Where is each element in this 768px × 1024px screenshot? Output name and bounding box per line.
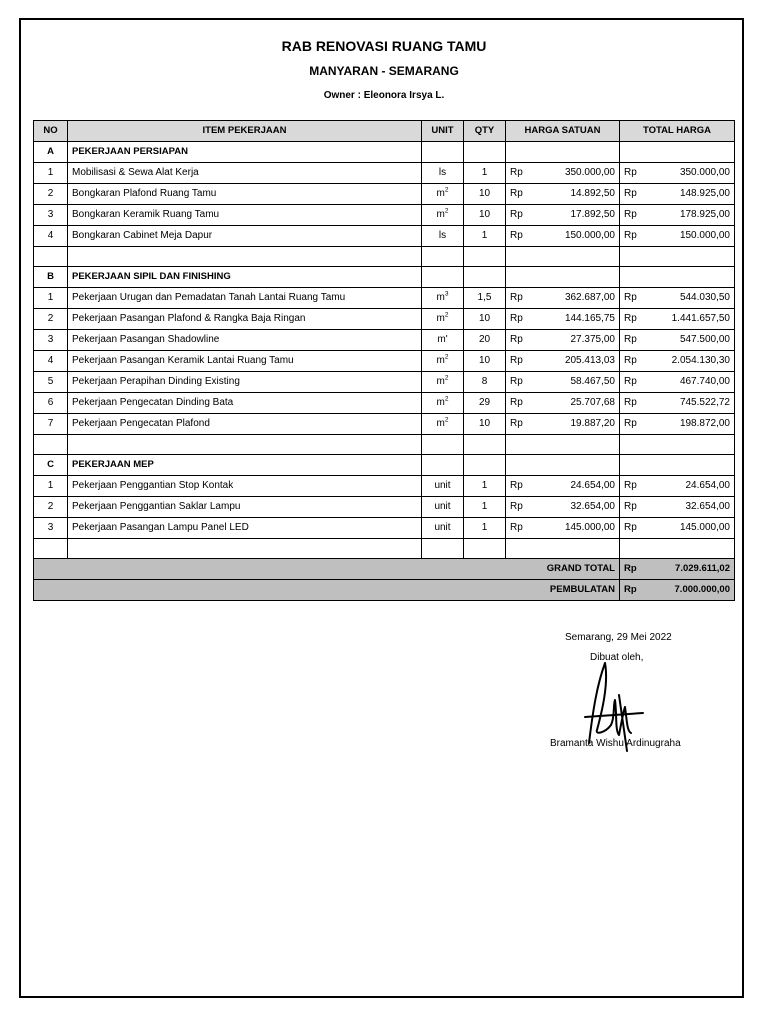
unit-text: m' [437, 334, 448, 345]
total-price: 32.654,00 [645, 497, 735, 518]
unit-price: 58.467,50 [531, 372, 620, 393]
section-name: PEKERJAAN PERSIAPAN [68, 142, 422, 163]
unit-exponent: 2 [444, 207, 449, 215]
empty-cell [620, 267, 645, 288]
item-name: Pekerjaan Pasangan Lampu Panel LED [68, 518, 422, 539]
total-price: 745.522,72 [645, 393, 735, 414]
signer-name: Bramanta Wishu Ardinugraha [550, 738, 681, 749]
row-number: 3 [34, 518, 68, 539]
table-row [34, 351, 735, 372]
unit-text: m [436, 376, 445, 387]
currency-label: Rp [620, 372, 645, 393]
grand-total-row [34, 559, 735, 580]
empty-row [34, 539, 735, 559]
unit-exponent: 2 [444, 374, 449, 382]
empty-cell [464, 142, 506, 163]
unit-exponent: 2 [444, 395, 449, 403]
empty-cell [620, 142, 645, 163]
unit-price: 24.654,00 [531, 476, 620, 497]
item-unit [422, 414, 464, 435]
currency-label: Rp [506, 372, 531, 393]
section-row [34, 267, 735, 288]
item-name: Bongkaran Cabinet Meja Dapur [68, 226, 422, 247]
row-number: 3 [34, 330, 68, 351]
item-qty: 1 [464, 476, 506, 497]
table-row [34, 330, 735, 351]
row-number: 4 [34, 226, 68, 247]
item-unit [422, 205, 464, 226]
total-price: 1.441.657,50 [645, 309, 735, 330]
row-number: 7 [34, 414, 68, 435]
item-qty: 20 [464, 330, 506, 351]
empty-cell [620, 539, 645, 559]
table-row [34, 226, 735, 247]
table-row [34, 309, 735, 330]
empty-cell [464, 539, 506, 559]
empty-cell [68, 539, 422, 559]
currency-label: Rp [506, 330, 531, 351]
unit-price: 205.413,03 [531, 351, 620, 372]
currency-label: Rp [506, 351, 531, 372]
empty-cell [68, 247, 422, 267]
empty-cell [531, 267, 620, 288]
table-row [34, 476, 735, 497]
total-price: 544.030,50 [645, 288, 735, 309]
empty-cell [620, 247, 645, 267]
item-unit [422, 393, 464, 414]
total-price: 350.000,00 [645, 163, 735, 184]
empty-cell [645, 142, 735, 163]
empty-cell [506, 267, 531, 288]
empty-cell [34, 539, 68, 559]
column-header-price: HARGA SATUAN [506, 121, 620, 142]
unit-price: 27.375,00 [531, 330, 620, 351]
unit-text: unit [434, 501, 451, 512]
empty-cell [34, 247, 68, 267]
item-name: Pekerjaan Pengecatan Dinding Bata [68, 393, 422, 414]
row-number: 5 [34, 372, 68, 393]
unit-price: 144.165,75 [531, 309, 620, 330]
item-name: Pekerjaan Pasangan Plafond & Rangka Baja Ringan [68, 309, 422, 330]
currency-label: Rp [620, 288, 645, 309]
currency-label: Rp [506, 226, 531, 247]
empty-cell [531, 435, 620, 455]
empty-cell [531, 455, 620, 476]
item-unit [422, 288, 464, 309]
currency-label: Rp [620, 497, 645, 518]
total-price: 467.740,00 [645, 372, 735, 393]
signature-date: Semarang, 29 Mei 2022 [565, 632, 672, 643]
unit-text: m [436, 355, 445, 366]
currency-label: Rp [620, 559, 645, 580]
item-unit [422, 518, 464, 539]
empty-cell [464, 455, 506, 476]
item-qty: 10 [464, 205, 506, 226]
unit-text: m [436, 397, 445, 408]
currency-label: Rp [620, 184, 645, 205]
empty-cell [645, 267, 735, 288]
table-row [34, 372, 735, 393]
currency-label: Rp [620, 414, 645, 435]
column-header-total: TOTAL HARGA [620, 121, 735, 142]
row-number: 2 [34, 309, 68, 330]
empty-cell [68, 435, 422, 455]
item-qty: 1 [464, 226, 506, 247]
unit-price: 362.687,00 [531, 288, 620, 309]
currency-label: Rp [506, 518, 531, 539]
item-name: Pekerjaan Perapihan Dinding Existing [68, 372, 422, 393]
total-price: 145.000,00 [645, 518, 735, 539]
table-row [34, 518, 735, 539]
currency-label: Rp [620, 476, 645, 497]
grand-total-label: GRAND TOTAL [34, 559, 620, 580]
empty-cell [422, 435, 464, 455]
row-number: 6 [34, 393, 68, 414]
unit-text: m [436, 209, 445, 220]
empty-cell [464, 267, 506, 288]
unit-text: ls [438, 167, 447, 178]
empty-cell [506, 142, 531, 163]
empty-cell [422, 142, 464, 163]
empty-cell [464, 435, 506, 455]
total-price: 2.054.130,30 [645, 351, 735, 372]
currency-label: Rp [620, 351, 645, 372]
total-price: 148.925,00 [645, 184, 735, 205]
signature-made-by: Dibuat oleh, [590, 652, 644, 663]
empty-cell [422, 455, 464, 476]
item-name: Bongkaran Plafond Ruang Tamu [68, 184, 422, 205]
total-price: 198.872,00 [645, 414, 735, 435]
unit-text: m [436, 418, 445, 429]
empty-cell [506, 435, 531, 455]
row-number: 2 [34, 497, 68, 518]
unit-text: unit [434, 522, 451, 533]
table-row [34, 414, 735, 435]
total-price: 150.000,00 [645, 226, 735, 247]
table-row [34, 288, 735, 309]
item-qty: 1,5 [464, 288, 506, 309]
currency-label: Rp [506, 205, 531, 226]
empty-cell [506, 539, 531, 559]
currency-label: Rp [506, 393, 531, 414]
currency-label: Rp [506, 163, 531, 184]
currency-label: Rp [506, 309, 531, 330]
item-unit [422, 372, 464, 393]
item-qty: 10 [464, 184, 506, 205]
item-qty: 10 [464, 309, 506, 330]
grand-total-value: 7.029.611,02 [645, 559, 735, 580]
item-qty: 1 [464, 497, 506, 518]
empty-cell [531, 539, 620, 559]
table-row [34, 184, 735, 205]
unit-exponent: 2 [444, 353, 449, 361]
section-code: B [34, 267, 68, 288]
unit-price: 32.654,00 [531, 497, 620, 518]
currency-label: Rp [620, 226, 645, 247]
row-number: 2 [34, 184, 68, 205]
empty-row [34, 247, 735, 267]
document-title: RAB RENOVASI RUANG TAMU [281, 38, 487, 54]
unit-price: 25.707,68 [531, 393, 620, 414]
item-unit [422, 163, 464, 184]
item-unit [422, 476, 464, 497]
unit-text: m [436, 292, 445, 303]
rounded-total-row [34, 580, 735, 601]
table-row [34, 497, 735, 518]
item-name: Pekerjaan Penggantian Stop Kontak [68, 476, 422, 497]
item-name: Pekerjaan Penggantian Saklar Lampu [68, 497, 422, 518]
unit-price: 145.000,00 [531, 518, 620, 539]
currency-label: Rp [620, 393, 645, 414]
item-name: Pekerjaan Pasangan Shadowline [68, 330, 422, 351]
total-price: 178.925,00 [645, 205, 735, 226]
column-header-no: NO [34, 121, 68, 142]
empty-cell [645, 455, 735, 476]
unit-price: 350.000,00 [531, 163, 620, 184]
empty-cell [620, 435, 645, 455]
column-header-item: ITEM PEKERJAAN [68, 121, 422, 142]
unit-exponent: 2 [444, 186, 449, 194]
item-unit [422, 184, 464, 205]
empty-cell [422, 267, 464, 288]
item-name: Bongkaran Keramik Ruang Tamu [68, 205, 422, 226]
rounded-total-value: 7.000.000,00 [645, 580, 735, 601]
currency-label: Rp [506, 414, 531, 435]
empty-cell [645, 435, 735, 455]
item-qty: 8 [464, 372, 506, 393]
currency-label: Rp [506, 476, 531, 497]
row-number: 1 [34, 476, 68, 497]
section-code: A [34, 142, 68, 163]
empty-cell [506, 455, 531, 476]
empty-cell [620, 455, 645, 476]
unit-text: m [436, 313, 445, 324]
empty-cell [422, 247, 464, 267]
empty-cell [34, 435, 68, 455]
row-number: 4 [34, 351, 68, 372]
row-number: 3 [34, 205, 68, 226]
unit-price: 19.887,20 [531, 414, 620, 435]
row-number: 1 [34, 163, 68, 184]
table-row [34, 205, 735, 226]
currency-label: Rp [620, 580, 645, 601]
currency-label: Rp [620, 518, 645, 539]
column-header-qty: QTY [464, 121, 506, 142]
unit-exponent: 2 [444, 311, 449, 319]
item-name: Pekerjaan Urugan dan Pemadatan Tanah Lantai Ruang Tamu [68, 288, 422, 309]
document-owner: Owner : Eleonora Irsya L. [323, 90, 445, 101]
empty-cell [422, 539, 464, 559]
item-unit [422, 330, 464, 351]
unit-text: ls [438, 230, 447, 241]
section-code: C [34, 455, 68, 476]
unit-exponent: 3 [444, 290, 449, 298]
unit-exponent: 2 [444, 416, 449, 424]
empty-cell [464, 247, 506, 267]
item-unit [422, 226, 464, 247]
item-name: Mobilisasi & Sewa Alat Kerja [68, 163, 422, 184]
item-name: Pekerjaan Pasangan Keramik Lantai Ruang Tamu [68, 351, 422, 372]
empty-cell [645, 539, 735, 559]
column-header-unit: UNIT [422, 121, 464, 142]
currency-label: Rp [506, 497, 531, 518]
item-name: Pekerjaan Pengecatan Plafond [68, 414, 422, 435]
document-location: MANYARAN - SEMARANG [309, 64, 459, 78]
row-number: 1 [34, 288, 68, 309]
item-qty: 29 [464, 393, 506, 414]
empty-cell [531, 247, 620, 267]
unit-price: 150.000,00 [531, 226, 620, 247]
table-body [34, 142, 735, 559]
section-name: PEKERJAAN MEP [68, 455, 422, 476]
unit-text: m [436, 188, 445, 199]
item-unit [422, 351, 464, 372]
item-unit [422, 497, 464, 518]
item-qty: 1 [464, 163, 506, 184]
section-row [34, 142, 735, 163]
currency-label: Rp [506, 184, 531, 205]
currency-label: Rp [620, 309, 645, 330]
table-row [34, 393, 735, 414]
currency-label: Rp [620, 205, 645, 226]
empty-cell [531, 142, 620, 163]
empty-row [34, 435, 735, 455]
currency-label: Rp [620, 330, 645, 351]
section-row [34, 455, 735, 476]
item-qty: 10 [464, 414, 506, 435]
cost-estimate-table [33, 120, 735, 601]
empty-cell [506, 247, 531, 267]
unit-price: 17.892,50 [531, 205, 620, 226]
item-unit [422, 309, 464, 330]
total-price: 547.500,00 [645, 330, 735, 351]
currency-label: Rp [506, 288, 531, 309]
table-header-row [34, 121, 735, 142]
total-price: 24.654,00 [645, 476, 735, 497]
item-qty: 1 [464, 518, 506, 539]
currency-label: Rp [620, 163, 645, 184]
rounded-total-label: PEMBULATAN [34, 580, 620, 601]
item-qty: 10 [464, 351, 506, 372]
unit-price: 14.892,50 [531, 184, 620, 205]
empty-cell [645, 247, 735, 267]
table-row [34, 163, 735, 184]
unit-text: unit [434, 480, 451, 491]
section-name: PEKERJAAN SIPIL DAN FINISHING [68, 267, 422, 288]
